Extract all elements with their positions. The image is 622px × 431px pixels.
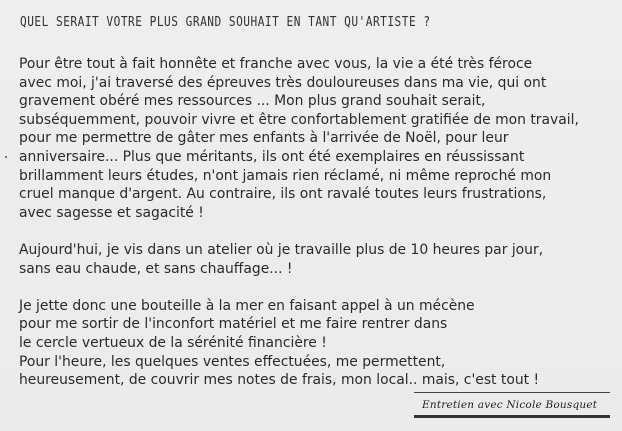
- text-line: cruel manque d'argent. Au contraire, ils ont ravalé toutes leurs frustrations,: [19, 186, 547, 203]
- signature-text: Entretien avec Nicole Bousquet: [422, 399, 598, 411]
- text-line: gravement obéré mes ressources ... Mon plus grand souhait serait,: [19, 93, 486, 110]
- text-line: Aujourd'hui, je vis dans un atelier où je travaille plus de 10 heures par jour,: [19, 241, 544, 258]
- question-heading: QUEL SERAIT VOTRE PLUS GRAND SOUHAIT EN TANT QU'ARTISTE ?: [20, 14, 431, 30]
- signature-underline: [414, 415, 610, 418]
- text-line: Je jette donc une bouteille à la mer en faisant appel à un mécène: [19, 297, 475, 314]
- text-line: anniversaire... Plus que méritants, ils ont été exemplaires en réussissant: [19, 148, 525, 165]
- text-line: sans eau chaude, et sans chauffage... !: [19, 260, 293, 277]
- text-line: subséquemment, pouvoir vivre et être confortablement gratifiée de mon travail,: [19, 111, 579, 128]
- text-line: avec sagesse et sagacité !: [19, 204, 204, 221]
- answer-paragraph-3: [19, 297, 609, 390]
- margin-dot: [5, 156, 7, 158]
- signature-banner: [414, 392, 610, 418]
- text-line: brillamment leurs études, n'ont jamais rien réclamé, ni même reproché mon: [19, 167, 552, 184]
- text-line: Pour être tout à fait honnête et franche avec vous, la vie a été très féroce: [19, 56, 533, 72]
- text-line: le cercle vertueux de la sérénité financière !: [19, 334, 327, 351]
- text-line: Pour l'heure, les quelques ventes effectuées, me permettent,: [19, 353, 446, 370]
- text-line: pour me permettre de gâter mes enfants à l'arrivée de Noël, pour leur: [19, 130, 509, 147]
- answer-text: [19, 55, 609, 408]
- text-line: heureusement, de couvrir mes notes de frais, mon local.. mais, c'est tout !: [19, 372, 540, 389]
- text-line: avec moi, j'ai traversé des épreuves très douloureuses dans ma vie, qui ont: [19, 74, 547, 91]
- answer-paragraph-2: [19, 241, 609, 278]
- answer-paragraph-1: [19, 55, 609, 222]
- text-line: pour me sortir de l'inconfort matériel et me faire rentrer dans: [19, 316, 448, 333]
